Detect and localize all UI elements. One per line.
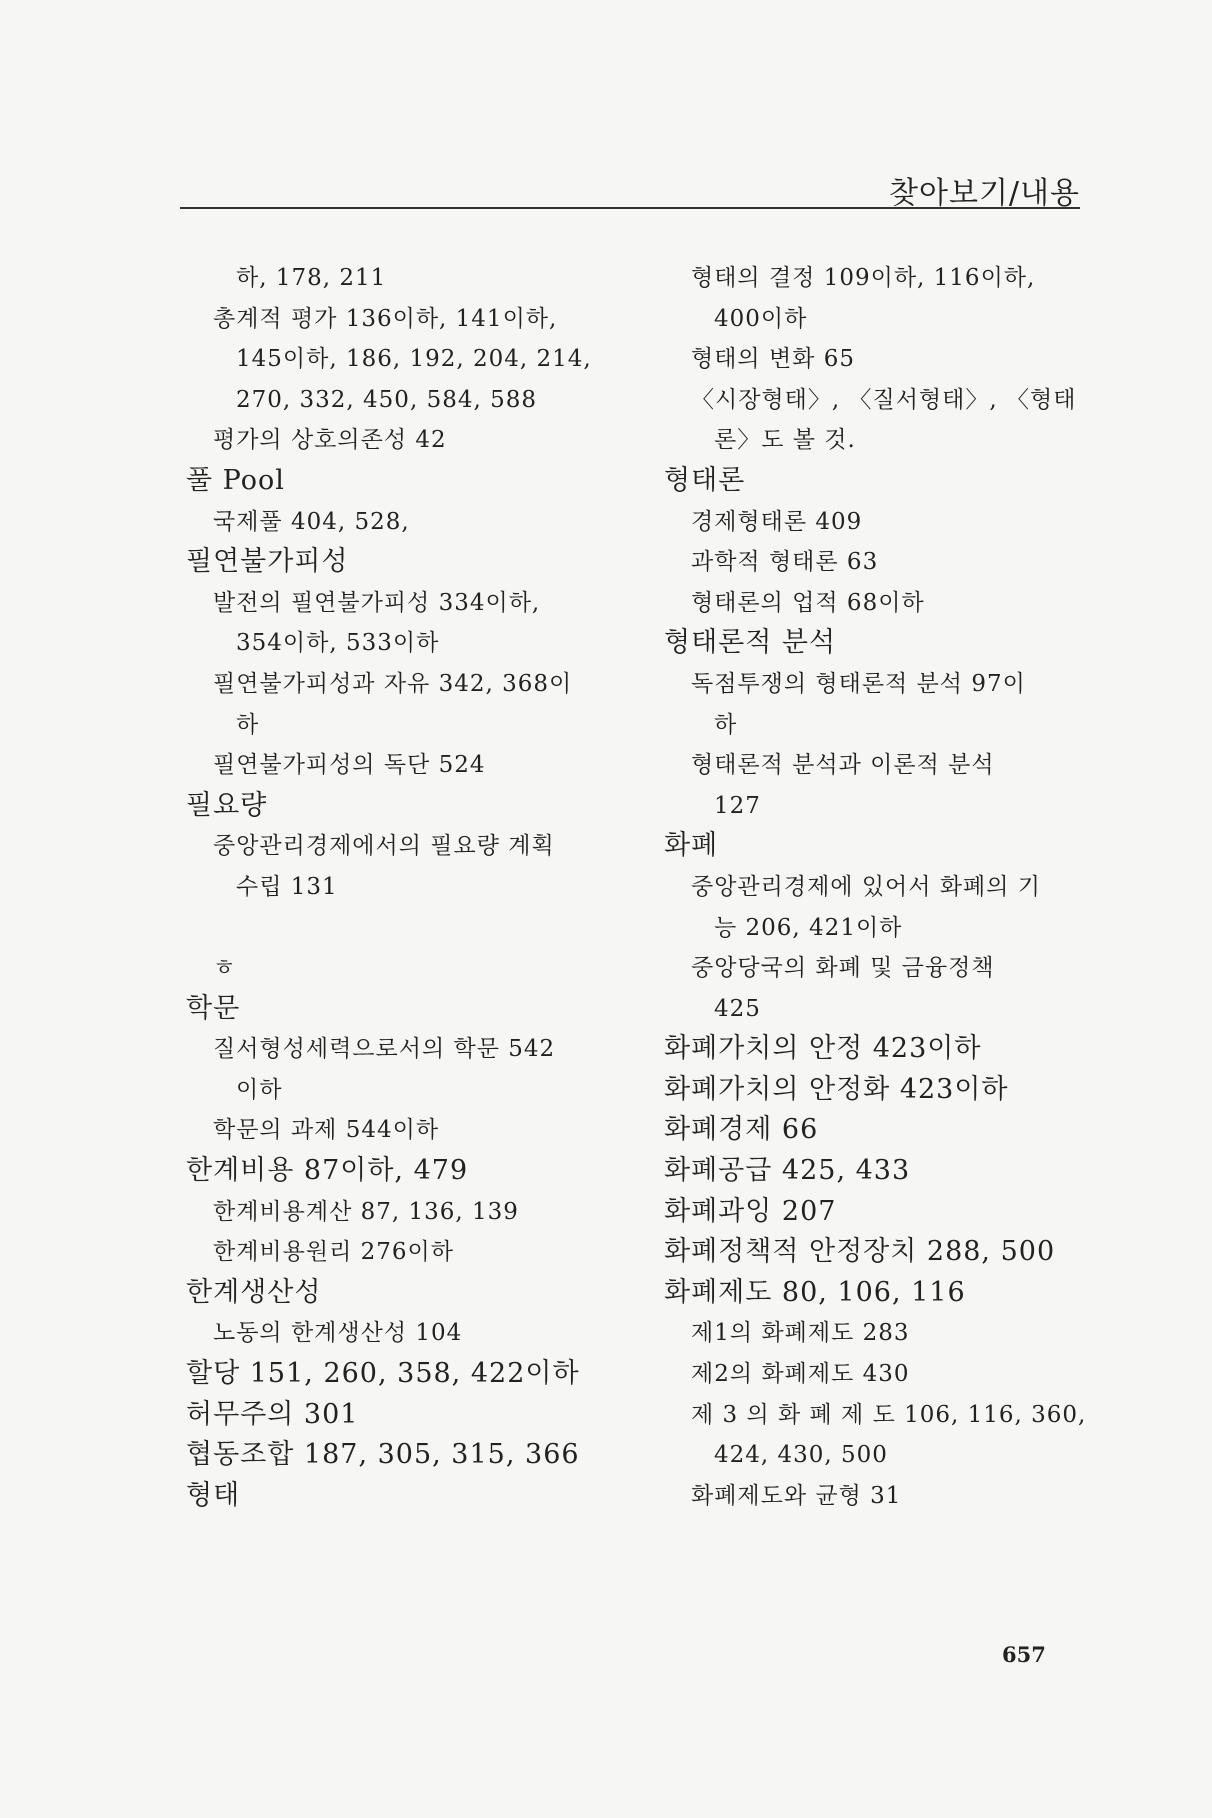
index-subentry: 하	[236, 711, 260, 738]
index-subentry: 경제형태론 409	[691, 508, 863, 535]
index-subentry: 형태의 변화 65	[691, 346, 855, 373]
index-subentry: 중앙당국의 화폐 및 금융정책	[691, 955, 995, 982]
index-subentry: 질서형성세력으로서의 학문 542	[213, 1036, 556, 1063]
index-subentry: 능 206, 421이하	[714, 914, 903, 941]
index-subentry: 형태론적 분석과 이론적 분석	[691, 752, 995, 779]
index-heading: 허무주의 301	[186, 1398, 359, 1430]
index-subentry: 형태의 결정 109이하, 116이하,	[691, 265, 1036, 291]
index-heading: 화폐정책적 안정장치 288, 500	[664, 1236, 1056, 1268]
right-index-column	[664, 258, 1104, 1516]
index-subentry: 424, 430, 500	[714, 1442, 888, 1469]
index-subentry: 제 3 의 화 폐 제 도 106, 116, 360,	[691, 1401, 1087, 1428]
index-subentry: 화폐제도와 균형 31	[691, 1482, 902, 1509]
index-heading: 필요량	[186, 789, 268, 821]
index-subentry	[186, 908, 636, 949]
index-heading: 화폐가치의 안정화 423이하	[664, 1073, 1009, 1105]
index-heading: 화폐가치의 안정 423이하	[664, 1033, 982, 1065]
index-subentry: 필연불가피성의 독단 524	[213, 752, 486, 779]
index-subentry: 127	[714, 792, 761, 819]
index-subentry: 〈시장형태〉, 〈질서형태〉, 〈형태	[691, 386, 1077, 413]
index-subentry: 발전의 필연불가피성 334이하,	[213, 589, 541, 616]
index-subentry: 하	[714, 711, 738, 738]
index-heading: 협동조합 187, 305, 315, 366	[186, 1439, 580, 1471]
index-subentry: 필연불가피성과 자유 342, 368이	[213, 670, 573, 697]
index-subentry: 중앙관리경제에서의 필요량 계획	[213, 833, 555, 860]
index-subentry: 한계비용원리 276이하	[213, 1239, 454, 1266]
index-heading: 풀 Pool	[186, 464, 285, 496]
left-index-column	[186, 258, 636, 1516]
index-subentry: 270, 332, 450, 584, 588	[236, 386, 537, 413]
index-subentry: 중앙관리경제에 있어서 화폐의 기	[691, 873, 1041, 900]
page-number: 657	[1002, 1642, 1046, 1667]
index-heading: 화폐경제 66	[664, 1114, 819, 1146]
index-subentry: 노동의 한계생산성 104	[213, 1320, 463, 1347]
index-subentry: 론〉도 볼 것.	[714, 427, 856, 454]
index-subentry: 제2의 화폐제도 430	[691, 1361, 910, 1388]
index-subentry: 수립 131	[236, 873, 338, 900]
index-subentry: 이하	[236, 1076, 283, 1103]
index-subentry: 형태론의 업적 68이하	[691, 589, 925, 616]
index-subentry: 425	[714, 995, 761, 1022]
index-heading: 화폐제도 80, 106, 116	[664, 1276, 966, 1308]
index-subentry: 145이하, 186, 192, 204, 214,	[236, 346, 592, 373]
index-subentry: 과학적 형태론 63	[691, 549, 879, 576]
index-heading: 한계비용 87이하, 479	[186, 1155, 469, 1187]
index-heading: 화폐공급 425, 433	[664, 1155, 911, 1187]
running-head: 찾아보기/내용	[889, 176, 1080, 211]
index-heading: 한계생산성	[186, 1276, 322, 1308]
index-subentry: 총계적 평가 136이하, 141이하,	[213, 305, 558, 332]
index-heading: 필연불가피성	[186, 546, 349, 578]
index-subentry: 평가의 상호의존성 42	[213, 427, 447, 454]
index-subentry: 국제풀 404, 528,	[213, 508, 410, 535]
index-heading: 형태론	[664, 464, 746, 496]
index-subentry: 400이하	[714, 305, 808, 332]
index-subentry: 한계비용계산 87, 136, 139	[213, 1198, 519, 1225]
header-rule	[180, 207, 1080, 209]
index-heading: 형태론적 분석	[664, 627, 837, 659]
index-subentry: 학문의 과제 544이하	[213, 1117, 440, 1144]
index-subentry: 하, 178, 211	[236, 265, 387, 291]
index-heading: 학문	[186, 992, 241, 1024]
index-subentry: 독점투쟁의 형태론적 분석 97이	[691, 670, 1026, 697]
index-heading: 화폐	[664, 830, 719, 862]
index-heading: 형태	[186, 1479, 241, 1511]
index-heading: 할당 151, 260, 358, 422이하	[186, 1358, 580, 1390]
index-heading: 화폐과잉 207	[664, 1195, 837, 1227]
index-subentry: ㅎ	[213, 955, 237, 982]
index-subentry: 제1의 화폐제도 283	[691, 1320, 910, 1347]
index-subentry: 354이하, 533이하	[236, 630, 440, 657]
